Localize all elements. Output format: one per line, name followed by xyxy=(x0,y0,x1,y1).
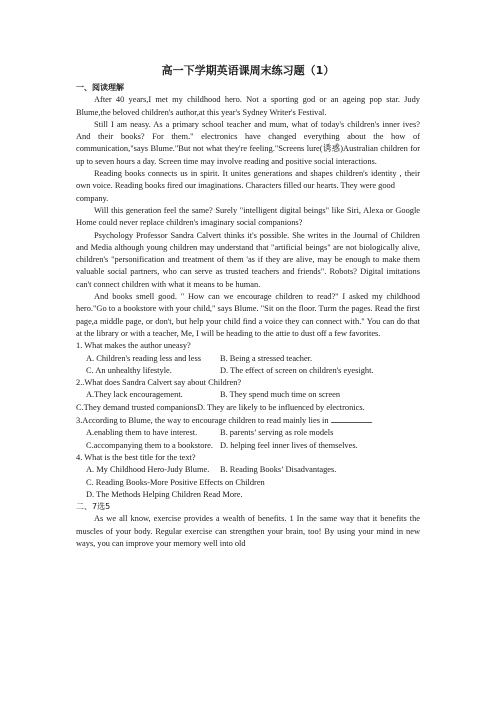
option: B. Reading Books’ Disadvantages. xyxy=(220,465,337,475)
section-heading-seven-choose-five: 二、7选5 xyxy=(76,502,111,512)
paragraph: Psychology Professor Sandra Calvert thinks it's possible. She writes in the Journal of Children and Media although young children may understand that "artificial beings" are not biologically alive, children's "personification and treatment of them 'as if they are alive, may be enough to make them valuable social partners, who can serve as trusted teachers and friends". Robots? Digital imitations can't connect children with what it means to be human. xyxy=(76,230,420,289)
question-stem: 2..What does Sandra Calvert say about Children? xyxy=(76,378,242,388)
section-heading-reading: 一、阅读理解 xyxy=(76,83,124,92)
option: A. Children's reading less and less xyxy=(86,353,202,363)
option-row xyxy=(76,389,420,401)
paragraph: As we all know, exercise provides a wealth of benefits. 1 In the same way that it benefits the muscles of your body. Regular exercise can strengthen your brain, too! By using your mind in new ways, you can improve your memory well into old xyxy=(76,514,420,548)
paragraph: Reading books connects us in spirit. It unites generations and shapes children's identity , their own voice. Reading books fired our imaginations. Characters filled our hearts. They were good xyxy=(76,169,420,191)
option: B. Being a stressed teacher. xyxy=(220,353,313,363)
page-title: 高一下学期英语课周末练习题（1） xyxy=(161,64,335,77)
option: C.accompanying them to a bookstore. xyxy=(86,440,213,450)
question-stem: 3.According to Blume, the way to encourage children to read mainly lies in xyxy=(76,416,329,426)
option-row xyxy=(76,365,420,377)
paragraph: company. xyxy=(76,193,109,203)
option: B. They spend much time on screen xyxy=(220,390,341,400)
paragraph: Still I am neasy. As a primary school teacher and mum, what of today's children's inner ives? And their books? For them." electronics have changed everything about the how of communication,"says Blume."But not what they're feeling."Screens lure(诱惑)Australian children for up to seven hours a day. Screen time may involve reading and positive social interactions. xyxy=(76,119,420,166)
option-row xyxy=(76,440,420,452)
question-stem: 4. What is the best title for the text? xyxy=(76,452,196,462)
paragraph: After 40 years,I met my childhood hero. Not a sporting god or an ageing pop star. Judy Blume,the beloved children's author,at this year's Sydney Writer's Festival. xyxy=(76,95,420,117)
option: D. The Methods Helping Children Read More. xyxy=(86,489,243,499)
option: A. My Childhood Hero-Judy Blume. xyxy=(86,465,210,475)
option: A.They lack encouragement. xyxy=(86,390,183,400)
question-stem-line xyxy=(76,414,420,427)
option-line: C.They demand trusted companionsD. They are likely to be influenced by electronics. xyxy=(76,402,365,412)
option-row xyxy=(76,464,420,476)
option: C. Reading Books-More Positive Effects on Children xyxy=(86,477,265,487)
option: D. helping feel inner lives of themselves. xyxy=(220,440,358,450)
option: D. The effect of screen on children's eyesight. xyxy=(220,365,374,375)
paragraph: And books smell good. " How can we encourage children to read?" I asked my childhood hero."Go to a bookstore with your child," says Blume. "Sit on the floor. Turm the pages. Read the first page,a middle page, or don't, but help your child find a voice they can connect with." You can do that at the library or with a teacher, Me, I will be heading to the attie to dust off a few favorites. xyxy=(76,292,420,338)
option-row xyxy=(76,427,420,439)
paragraph: Will this generation feel the same? Surely "intelligent digital beings" like Siri, Alexa or Google Home could never replace children's imaginary social companions? xyxy=(76,205,420,228)
option: B. parents’ serving as role models xyxy=(220,428,334,438)
document-body xyxy=(76,64,420,550)
answer-blank xyxy=(331,414,373,426)
option: A.enabling them to have interest. xyxy=(86,428,198,438)
question-stem: 1. What makes the author uneasy? xyxy=(76,341,191,351)
option-row xyxy=(76,353,420,365)
question-stem-end: . xyxy=(370,416,373,426)
option: C. An unhealthy lifestyle. xyxy=(86,365,172,375)
